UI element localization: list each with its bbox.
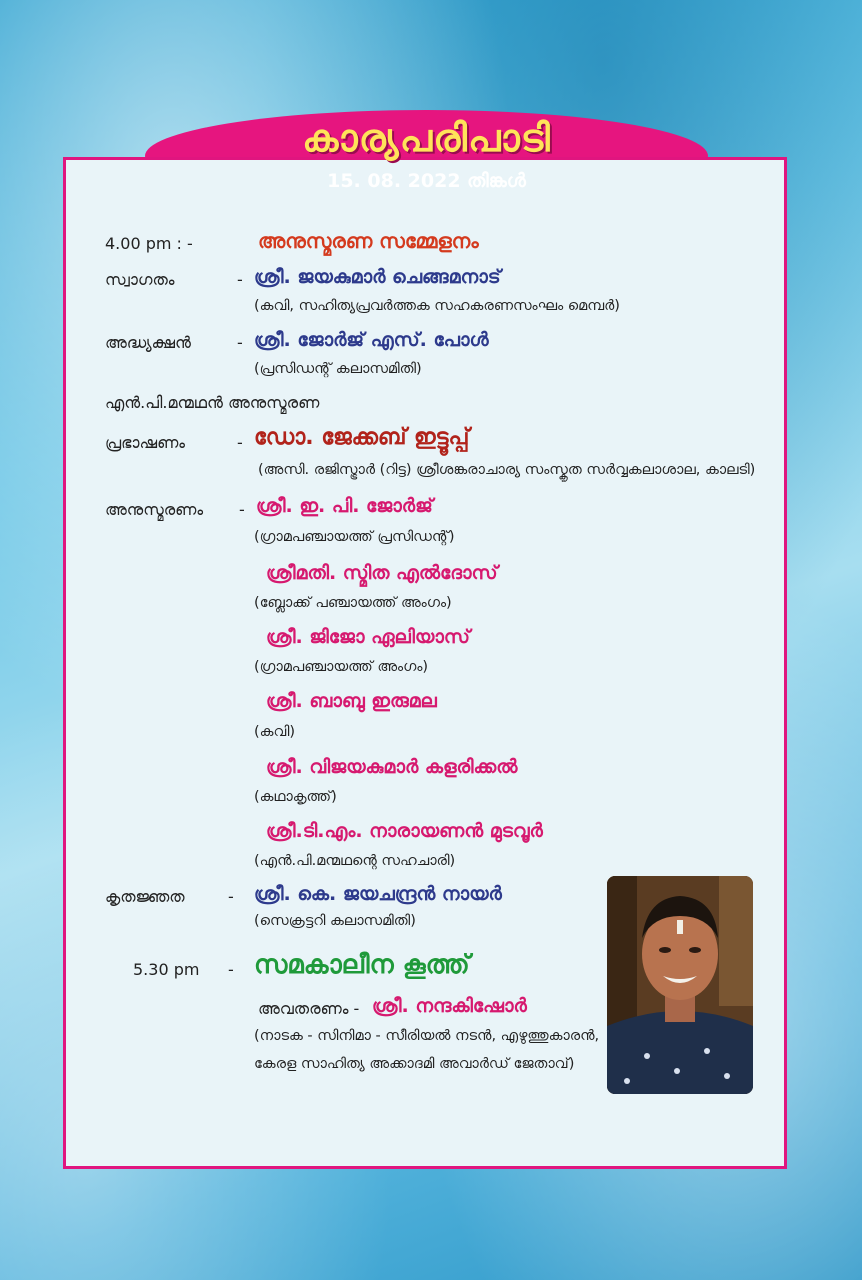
swagatham-label: സ്വാഗതം [105,270,175,289]
adhyakshan-desc: (പ്രസിഡന്റ് കലാസമിതി) [254,361,422,377]
anusmarana-line: എൻ.പി.മന്മഥൻ അനുസ്മരണ [105,393,320,412]
speaker-desc: (കവി) [254,724,296,740]
swagatham-dash: - [237,270,243,289]
session2-time: 5.30 pm [133,960,200,979]
anusmaranam-dash: - [239,500,245,519]
speaker-desc: (ഗ്രാമപഞ്ചായത്ത് പ്രസിഡന്റ്) [254,529,455,545]
presenter-photo [607,876,753,1094]
speaker-name: ശ്രീ.ടി.എം. നാരായണൻ മുടവൂർ [266,820,543,842]
anusmaranam-label: അനുസ്മരണം [105,500,204,519]
session2-event: സമകാലീന കൂത്ത് [254,950,470,980]
prabhashanam-dash: - [237,433,243,452]
krithajnatha-name: ശ്രീ. കെ. ജയചന്ദ്രൻ നായർ [254,883,502,905]
speaker-name: ശ്രീ. ജിജോ ഏലിയാസ് [266,626,470,648]
speaker-name: ശ്രീ. ഇ. പി. ജോർജ് [256,495,433,517]
speaker-name: ശ്രീ. ബാബു ഇരുമല [266,690,437,712]
krithajnatha-desc: (സെക്രട്ടറി കലാസമിതി) [254,913,416,929]
presenter-desc-line1: (നാടക - സിനിമാ - സീരിയൽ നടൻ, എഴുത്തുകാരൻ, [254,1028,600,1044]
adhyakshan-dash: - [237,333,243,352]
presenter-name: ശ്രീ. നന്ദകിഷോർ [372,995,527,1017]
session1-time: 4.00 pm : - [105,234,193,253]
speaker-desc: (എൻ.പി.മന്മഥന്റെ സഹചാരി) [254,853,456,869]
swagatham-desc: (കവി, സഹിത്യപ്രവർത്തക സഹകരണസംഘം മെമ്പർ) [254,298,620,314]
krithajnatha-dash: - [228,887,234,906]
swagatham-name: ശ്രീ. ജയകുമാർ ചെങ്ങമനാട് [254,266,501,288]
speaker-name: ശ്രീ. വിജയകുമാർ കളരിക്കൽ [266,756,518,778]
prabhashanam-desc: (അസി. രജിസ്ട്രാർ (റിട്ട) ശ്രീശങ്കരാചാര്യ സംസ്കൃത സർവ്വകലാശാല, കാലടി) [258,462,756,478]
program-date: 15. 08. 2022 തിങ്കൾ [327,170,526,192]
presenter-label: അവതരണം - [258,999,360,1018]
adhyakshan-label: അദ്ധ്യക്ഷൻ [105,333,191,352]
page-title: കാര്യപരിപാടി [302,116,551,160]
speaker-desc: (കഥാകൃത്ത്) [254,789,337,805]
adhyakshan-name: ശ്രീ. ജോർജ് എസ്. പോൾ [254,329,489,351]
portrait-illustration [607,876,753,1094]
presenter-desc-line2: കേരള സാഹിത്യ അക്കാദമി അവാർഡ് ജേതാവ്) [254,1056,575,1072]
speaker-desc: (ഗ്രാമപഞ്ചായത്ത് അംഗം) [254,659,429,675]
speaker-name: ശ്രീമതി. സ്മിത എൽദോസ് [266,562,498,584]
session2-dash: - [228,960,234,979]
prabhashanam-label: പ്രഭാഷണം [105,433,186,452]
krithajnatha-label: കൃതജ്ഞത [105,887,185,906]
session1-event: അനുസ്മരണ സമ്മേളനം [258,229,479,253]
prabhashanam-name: ഡോ. ജേക്കബ് ഇട്ടൂപ്പ് [254,425,470,450]
speaker-desc: (ബ്ലോക്ക് പഞ്ചായത്ത് അംഗം) [254,595,452,611]
